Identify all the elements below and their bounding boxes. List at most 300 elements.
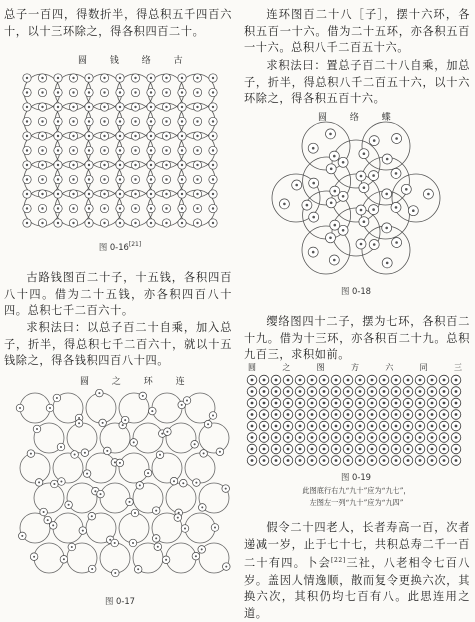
grid-cell-mark (323, 459, 326, 462)
link-ring (86, 393, 116, 423)
grid-cell-mark (455, 425, 458, 428)
grid-cell-mark (443, 448, 446, 451)
figure-0-17-caption: 图 0-17 (104, 596, 136, 606)
coin-node-mark (165, 120, 167, 122)
link-node-mark (166, 431, 168, 433)
number-grid-figure (238, 362, 475, 467)
coin-node-mark (57, 106, 59, 108)
grid-cell-mark (371, 413, 374, 416)
coin-node-mark (26, 164, 28, 166)
link-node-mark (119, 462, 121, 464)
coin-node-mark (41, 106, 43, 108)
right-paragraph-4 (244, 520, 470, 622)
grid-cell-mark (251, 413, 254, 416)
grid-cell-mark (371, 436, 374, 439)
grid-cell-mark (299, 413, 302, 416)
coin-node-mark (72, 222, 74, 224)
coin-node-mark (150, 135, 152, 137)
right-paragraph-4-b: 三社，八老相令七百八岁。盖因人情逸顺，散而复令更换六次，其换六次，其积仍均七百有八。此思连用之道。 (244, 556, 470, 620)
grid-cell-mark (359, 425, 362, 428)
grid-cell-mark (299, 390, 302, 393)
grid-cell-mark (299, 459, 302, 462)
coin-node-mark (196, 135, 198, 137)
coin-node-mark (119, 77, 121, 79)
grid-cell-mark (299, 402, 302, 405)
grid-cell-mark (311, 413, 314, 416)
grid-cell-mark (419, 402, 422, 405)
butterfly-node-mark (306, 204, 309, 207)
right-paragraph-4-a: 假令二十四老人，长者寿高一百，次者递减一岁，止于七十七，共积总寿二千一百二十有四。卜会 (244, 521, 470, 570)
grid-cell-mark (443, 425, 446, 428)
coin-node-mark (119, 91, 121, 93)
coin-node-mark (134, 135, 136, 137)
coin-node-mark (26, 91, 28, 93)
grid-cell-mark (371, 390, 374, 393)
link-node-mark (114, 572, 116, 574)
butterfly-node-mark (342, 195, 345, 198)
coin-node-mark (165, 106, 167, 108)
coin-node-mark (41, 178, 43, 180)
grid-cell-mark (443, 413, 446, 416)
grid-cell-mark (443, 390, 446, 393)
coin-node-mark (134, 164, 136, 166)
coin-node-mark (165, 222, 167, 224)
link-node-mark (124, 419, 126, 421)
coin-node-mark (72, 207, 74, 209)
grid-cell-mark (335, 379, 338, 382)
butterfly-node-mark (385, 227, 388, 230)
link-node-mark (133, 441, 135, 443)
butterfly-node-mark (372, 174, 375, 177)
butterfly-node-mark (330, 202, 333, 205)
figure-0-19-title-char: 之 (282, 363, 291, 372)
coin-node-mark (165, 193, 167, 195)
grid-cell-mark (371, 402, 374, 405)
link-node-mark (142, 395, 144, 397)
link-node-mark (114, 461, 116, 463)
coin-node-mark (41, 164, 43, 166)
link-node-mark (49, 407, 51, 409)
link-ring (185, 513, 215, 543)
grid-cell-mark (359, 448, 362, 451)
coin-node-mark (196, 106, 198, 108)
grid-cell-mark (287, 459, 290, 462)
grid-cell-mark (455, 448, 458, 451)
link-ring (119, 453, 149, 483)
coin-node-mark (103, 222, 105, 224)
grid-cell-mark (251, 459, 254, 462)
grid-cell-mark (287, 379, 290, 382)
grid-cell-mark (263, 379, 266, 382)
coin-node-mark (181, 164, 183, 166)
link-node-mark (186, 400, 188, 402)
link-node-mark (225, 488, 227, 490)
coin-node-mark (134, 222, 136, 224)
coin-node-mark (134, 207, 136, 209)
figure-0-19-caption: 图 0-19 (340, 472, 372, 482)
figure-0-19 (238, 362, 475, 467)
coin-node-mark (88, 106, 90, 108)
figure-0-18-caption: 图 0-18 (340, 286, 372, 296)
coin-node-mark (212, 207, 214, 209)
grid-cell-mark (455, 390, 458, 393)
grid-cell-mark (251, 379, 254, 382)
grid-cell-mark (455, 436, 458, 439)
coin-node-mark (103, 77, 105, 79)
link-node-mark (60, 481, 62, 483)
coin-node-mark (212, 164, 214, 166)
butterfly-node-mark (312, 147, 315, 150)
coin-node-mark (103, 149, 105, 151)
coin-node-mark (196, 178, 198, 180)
grid-cell-mark (263, 425, 266, 428)
coin-node-mark (41, 135, 43, 137)
butterfly-node-mark (312, 216, 315, 219)
coin-node-mark (196, 222, 198, 224)
link-node-mark (52, 524, 54, 526)
link-node-mark (114, 542, 116, 544)
coin-grid-figure (0, 44, 237, 239)
link-ring (133, 423, 163, 453)
grid-cell-mark (431, 379, 434, 382)
grid-cell-mark (347, 425, 350, 428)
coin-node-mark (212, 120, 214, 122)
grid-cell-mark (251, 436, 254, 439)
coin-node-mark (41, 207, 43, 209)
figure-0-16-ref: [21] (128, 241, 142, 248)
coin-node-mark (103, 164, 105, 166)
coin-node-mark (57, 178, 59, 180)
butterfly-node-mark (333, 259, 336, 262)
right-paragraph-1: 连环图百二十八［子］，摆十六环，各积五百一十六。借为二十五环，亦各积五百一十六。总积八千二百五十六。 (244, 8, 470, 55)
coin-node-mark (212, 178, 214, 180)
coin-node-mark (165, 135, 167, 137)
coin-node-mark (57, 222, 59, 224)
coin-node-mark (57, 91, 59, 93)
grid-cell-mark (311, 459, 314, 462)
grid-cell-mark (395, 413, 398, 416)
butterfly-node-mark (360, 175, 363, 178)
butterfly-node-mark (373, 243, 376, 246)
grid-cell-mark (275, 379, 278, 382)
coin-node-mark (103, 135, 105, 137)
grid-cell-mark (431, 425, 434, 428)
grid-cell-mark (383, 390, 386, 393)
coin-node-mark (72, 164, 74, 166)
grid-cell-mark (335, 436, 338, 439)
coin-node-mark (88, 222, 90, 224)
link-node-mark (201, 506, 203, 508)
grid-cell-mark (347, 402, 350, 405)
grid-cell-mark (419, 459, 422, 462)
coin-node-mark (41, 77, 43, 79)
coin-node-mark (41, 193, 43, 195)
link-ring (20, 453, 50, 483)
coin-node-mark (150, 77, 152, 79)
butterfly-node-mark (333, 155, 336, 158)
coin-node-mark (150, 207, 152, 209)
link-ring (34, 543, 64, 573)
coin-node-mark (181, 91, 183, 93)
coin-node-mark (88, 91, 90, 93)
link-ring (166, 483, 196, 513)
link-node-mark (159, 454, 161, 456)
link-ring (86, 453, 116, 483)
link-ring (67, 423, 97, 453)
link-node-mark (60, 446, 62, 448)
left-paragraph-3: 求积法曰：以总子百二十自乘，加入总子，折半，得总积七千二百六十，就以十五钱除之，得各钱积四百八十四。 (4, 321, 232, 368)
grid-cell-mark (275, 402, 278, 405)
grid-cell-mark (455, 413, 458, 416)
link-node-mark (161, 433, 163, 435)
coin-node-mark (134, 106, 136, 108)
coin-node-mark (88, 193, 90, 195)
coin-node-mark (41, 149, 43, 151)
coin-node-mark (26, 149, 28, 151)
coin-node-mark (134, 120, 136, 122)
grid-cell-mark (323, 448, 326, 451)
grid-cell-mark (431, 448, 434, 451)
link-node-mark (86, 473, 88, 475)
coin-node-mark (72, 149, 74, 151)
figure-0-19-title-char: 圆 (248, 363, 256, 372)
butterfly-node-mark (363, 186, 366, 189)
grid-cell-mark (419, 448, 422, 451)
link-node-mark (195, 482, 197, 484)
grid-cell-mark (347, 390, 350, 393)
figure-0-16 (0, 44, 237, 239)
link-node-mark (184, 528, 186, 530)
grid-cell-mark (347, 436, 350, 439)
butterfly-node-mark (372, 208, 375, 211)
butterfly-node-mark (295, 184, 298, 187)
grid-cell-mark (335, 425, 338, 428)
grid-cell-mark (407, 448, 410, 451)
coin-node-mark (150, 149, 152, 151)
link-node-mark (194, 443, 196, 445)
grid-cell-mark (359, 390, 362, 393)
link-node-mark (134, 512, 136, 514)
grid-cell-mark (407, 413, 410, 416)
coin-node-mark (150, 106, 152, 108)
coin-node-mark (26, 207, 28, 209)
coin-node-mark (134, 193, 136, 195)
grid-cell-mark (323, 425, 326, 428)
grid-cell-mark (311, 436, 314, 439)
link-ring (67, 483, 97, 513)
link-ring (166, 543, 196, 573)
figure-0-19-note-1: 此图底行右九“九十”应为“九七”， (302, 486, 411, 495)
butterfly-node-mark (334, 190, 337, 193)
coin-node-mark (150, 178, 152, 180)
grid-cell-mark (347, 413, 350, 416)
link-ring (166, 423, 196, 453)
grid-cell-mark (359, 413, 362, 416)
link-node-mark (71, 546, 73, 548)
link-node-mark (137, 568, 139, 570)
grid-cell-mark (311, 390, 314, 393)
link-node-mark (139, 484, 141, 486)
grid-cell-mark (395, 402, 398, 405)
link-node-mark (207, 423, 209, 425)
butterfly-node-mark (363, 220, 366, 223)
coin-node-mark (181, 193, 183, 195)
coin-node-mark (57, 77, 59, 79)
link-node-mark (98, 392, 100, 394)
coin-node-mark (57, 193, 59, 195)
link-ring (119, 513, 149, 543)
grid-cell-mark (311, 379, 314, 382)
link-node-mark (43, 511, 45, 513)
grid-cell-mark (383, 402, 386, 405)
coin-node-mark (88, 135, 90, 137)
figure-0-16-caption (80, 240, 160, 252)
coin-node-mark (57, 207, 59, 209)
coin-node-mark (72, 193, 74, 195)
butterfly-node-mark (373, 139, 376, 142)
coin-node-mark (41, 120, 43, 122)
grid-cell-mark (311, 402, 314, 405)
figure-0-19-title-char: 三 (453, 363, 462, 372)
link-ring (100, 543, 130, 573)
link-ring (20, 393, 50, 423)
grid-cell-mark (263, 413, 266, 416)
coin-node-mark (134, 149, 136, 151)
butterfly-node-mark (342, 161, 345, 164)
coin-node-mark (26, 106, 28, 108)
grid-cell-mark (275, 448, 278, 451)
link-ring (152, 393, 182, 423)
coin-node-mark (196, 149, 198, 151)
grid-cell-mark (287, 448, 290, 451)
grid-cell-mark (275, 459, 278, 462)
grid-cell-mark (431, 459, 434, 462)
coin-node-mark (119, 135, 121, 137)
right-paragraph-2: 求积法曰：置总子百二十八自乘，加总子，折半，得总积八千二百五十六，以十六环除之，得各积五百十六。 (244, 59, 470, 106)
link-node-mark (122, 424, 124, 426)
figure-0-16-title: 圆 钱 络 古 (78, 56, 193, 66)
butterfly-node-mark (342, 229, 345, 232)
link-node-mark (155, 510, 157, 512)
coin-node-mark (88, 120, 90, 122)
butterfly-node-mark (386, 158, 389, 161)
coin-node-mark (72, 120, 74, 122)
link-node-mark (84, 452, 86, 454)
grid-cell-mark (275, 425, 278, 428)
grid-cell-mark (383, 459, 386, 462)
grid-cell-mark (359, 402, 362, 405)
link-node-mark (94, 490, 96, 492)
coin-node-mark (196, 77, 198, 79)
coin-node-mark (57, 135, 59, 137)
coin-node-mark (72, 91, 74, 93)
link-node-mark (33, 556, 35, 558)
coin-node-mark (165, 149, 167, 151)
grid-cell-mark (263, 459, 266, 462)
link-node-mark (19, 407, 21, 409)
butterfly-node-mark (334, 224, 337, 227)
figure-0-17 (0, 372, 237, 587)
figure-0-19-title-char: 图 (316, 363, 325, 372)
grid-cell-mark (311, 448, 314, 451)
butterfly-node-mark (427, 193, 430, 196)
coin-node-mark (196, 120, 198, 122)
butterfly-node-mark (395, 137, 398, 140)
coin-node-mark (212, 91, 214, 93)
grid-cell-mark (419, 436, 422, 439)
link-node-mark (214, 527, 216, 529)
link-node-mark (21, 535, 23, 537)
grid-cell-mark (263, 436, 266, 439)
butterfly-node-mark (412, 209, 415, 212)
butterfly-node-mark (329, 237, 332, 240)
link-node-mark (177, 517, 179, 519)
grid-cell-mark (443, 459, 446, 462)
grid-cell-mark (383, 436, 386, 439)
grid-cell-mark (299, 379, 302, 382)
coin-node-mark (41, 222, 43, 224)
link-ring (185, 453, 215, 483)
link-node-mark (100, 493, 102, 495)
coin-node-mark (72, 77, 74, 79)
link-ring (34, 483, 64, 513)
coin-node-mark (88, 178, 90, 180)
link-node-mark (219, 451, 221, 453)
grid-cell-mark (407, 402, 410, 405)
coin-node-mark (103, 207, 105, 209)
link-node-mark (109, 539, 111, 541)
grid-cell-mark (383, 379, 386, 382)
butterfly-node-mark (405, 188, 408, 191)
grid-cell-mark (323, 390, 326, 393)
grid-cell-mark (371, 425, 374, 428)
right-paragraph-3: 缨络图四十二子，摆为七环，各积百二十九。借为十三环，亦各积百二十九。总积九百三，求积如前。 (244, 315, 470, 362)
left-paragraph-1: 总子一百四，得数折半，得总积五千四百六十，以十三环除之，得各积四百二十。 (4, 8, 232, 38)
grid-cell-mark (251, 425, 254, 428)
coin-node-mark (196, 164, 198, 166)
coin-node-mark (165, 207, 167, 209)
grid-cell-mark (419, 413, 422, 416)
coin-node-mark (212, 149, 214, 151)
coin-node-mark (212, 106, 214, 108)
figure-0-19-title-char: 方 (350, 363, 359, 372)
coin-node-mark (212, 135, 214, 137)
grid-cell-mark (335, 459, 338, 462)
link-node-mark (203, 452, 205, 454)
left-paragraph-2: 古路钱图百二十子，十五钱，各积四百八十四。借为二十五钱，亦各积四百八十四。总积七千二百六十。 (4, 271, 232, 318)
link-node-mark (82, 530, 84, 532)
link-node-mark (30, 453, 32, 455)
link-ring (100, 483, 130, 513)
link-node-mark (225, 566, 227, 568)
coin-node-mark (57, 164, 59, 166)
butterfly-node-mark (385, 193, 388, 196)
coin-node-mark (165, 164, 167, 166)
link-node-mark (47, 519, 49, 521)
coin-node-mark (150, 91, 152, 93)
grid-cell-mark (323, 413, 326, 416)
grid-cell-mark (263, 390, 266, 393)
coin-node-mark (119, 222, 121, 224)
coin-node-mark (212, 193, 214, 195)
butterfly-node-mark (395, 241, 398, 244)
coin-node-mark (119, 149, 121, 151)
coin-node-mark (196, 193, 198, 195)
link-node-mark (173, 480, 175, 482)
coin-node-mark (103, 193, 105, 195)
grid-cell-mark (407, 425, 410, 428)
figure-0-18-title: 圆 络 蝶 (318, 113, 401, 123)
